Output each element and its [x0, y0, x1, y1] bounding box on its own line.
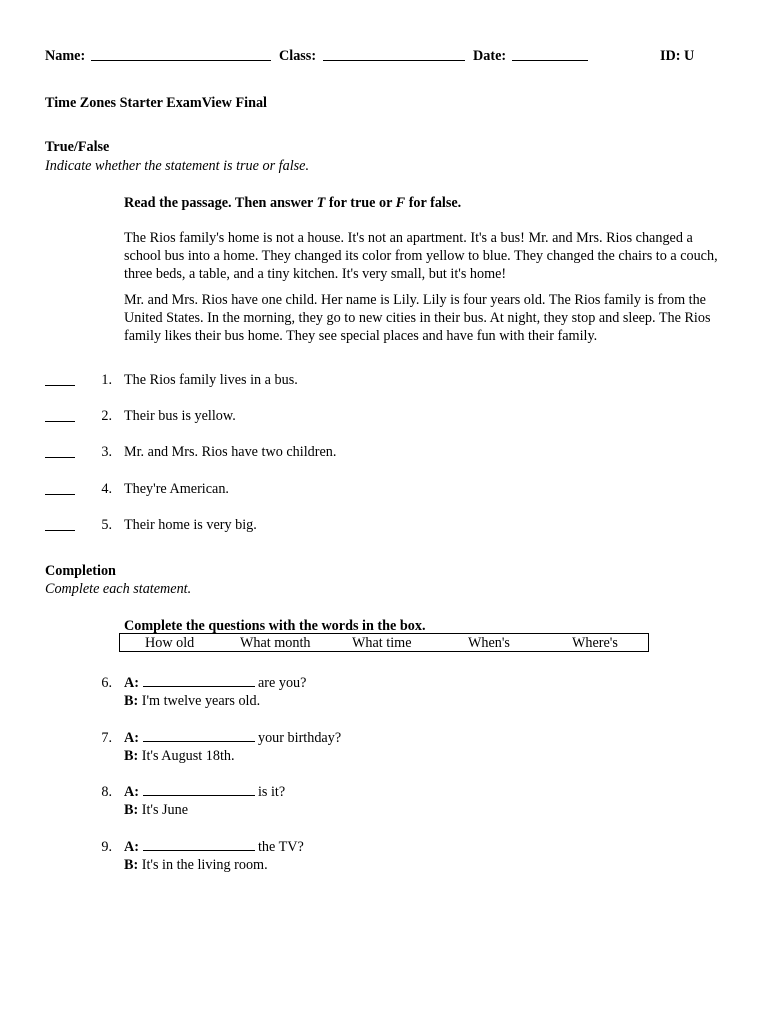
question-number: 6. [101, 675, 112, 691]
name-label: Name: [45, 48, 86, 64]
line-a: A: your birthday? [124, 730, 342, 746]
question-text: Their bus is yellow. [124, 408, 236, 424]
header-row [45, 47, 745, 67]
passage-paragraph-2: Mr. and Mrs. Rios have one child. Her name is Lily. Lily is four years old. The Rios family is from the United States. In the morning, they go to new cities in their bus. At night, they stop and sleep. The Rios family likes their bus home. They see special places and have fun with their family. [124, 292, 711, 344]
answer-blank[interactable] [143, 783, 255, 796]
date-field[interactable] [512, 48, 588, 61]
completion-heading: Completion [45, 563, 116, 579]
word-how-old: How old [145, 635, 195, 651]
question-text: Their home is very big. [124, 517, 257, 533]
name-field[interactable] [91, 48, 271, 61]
word-what-month: What month [240, 635, 311, 651]
question-text: The Rios family lives in a bus. [124, 372, 298, 388]
question-text: Mr. and Mrs. Rios have two children. [124, 444, 337, 460]
question-number: 5. [101, 517, 112, 533]
question-number: 7. [101, 730, 112, 746]
answer-blank[interactable] [45, 444, 75, 458]
word-what-time: What time [352, 635, 412, 651]
passage-prompt: Read the passage. Then answer T for true or F for false. [124, 195, 462, 211]
word-box [119, 633, 649, 652]
question-number: 9. [101, 839, 112, 855]
answer-blank[interactable] [45, 517, 75, 531]
class-label: Class: [279, 48, 317, 64]
line-a: A: the TV? [124, 839, 304, 855]
line-b: B: It's June [124, 802, 189, 818]
completion-instruction: Complete each statement. [45, 581, 192, 597]
question-number: 4. [101, 481, 112, 497]
answer-blank[interactable] [143, 674, 255, 687]
line-b: B: I'm twelve years old. [124, 693, 261, 709]
true-false-heading: True/False [45, 139, 110, 155]
id-label: ID: U [660, 48, 695, 64]
passage-paragraph-1: The Rios family's home is not a house. It's not an apartment. It's a bus! Mr. and Mrs. Rios changed a school bus into a home. They changed its color from yellow to blue. They changed the chairs to a couch, three beds, a table, and a tiny kitchen. It's very small, but it's home! [124, 230, 718, 282]
answer-blank[interactable] [45, 372, 75, 386]
word-box-prompt: Complete the questions with the words in the box. [124, 618, 426, 634]
question-number: 1. [101, 372, 112, 388]
line-a: A: is it? [124, 784, 286, 800]
question-number: 3. [101, 444, 112, 460]
line-b: B: It's August 18th. [124, 748, 235, 764]
word-whens: When's [468, 635, 510, 651]
line-a: A: are you? [124, 675, 307, 691]
word-wheres: Where's [572, 635, 618, 651]
line-b: B: It's in the living room. [124, 857, 268, 873]
exam-title: Time Zones Starter ExamView Final [45, 95, 267, 111]
date-label: Date: [473, 48, 507, 64]
answer-blank[interactable] [143, 729, 255, 742]
true-false-instruction: Indicate whether the statement is true or false. [45, 158, 309, 174]
answer-blank[interactable] [45, 408, 75, 422]
class-field[interactable] [323, 48, 465, 61]
answer-blank[interactable] [143, 838, 255, 851]
question-text: They're American. [124, 481, 229, 497]
answer-blank[interactable] [45, 481, 75, 495]
question-number: 8. [101, 784, 112, 800]
question-number: 2. [101, 408, 112, 424]
